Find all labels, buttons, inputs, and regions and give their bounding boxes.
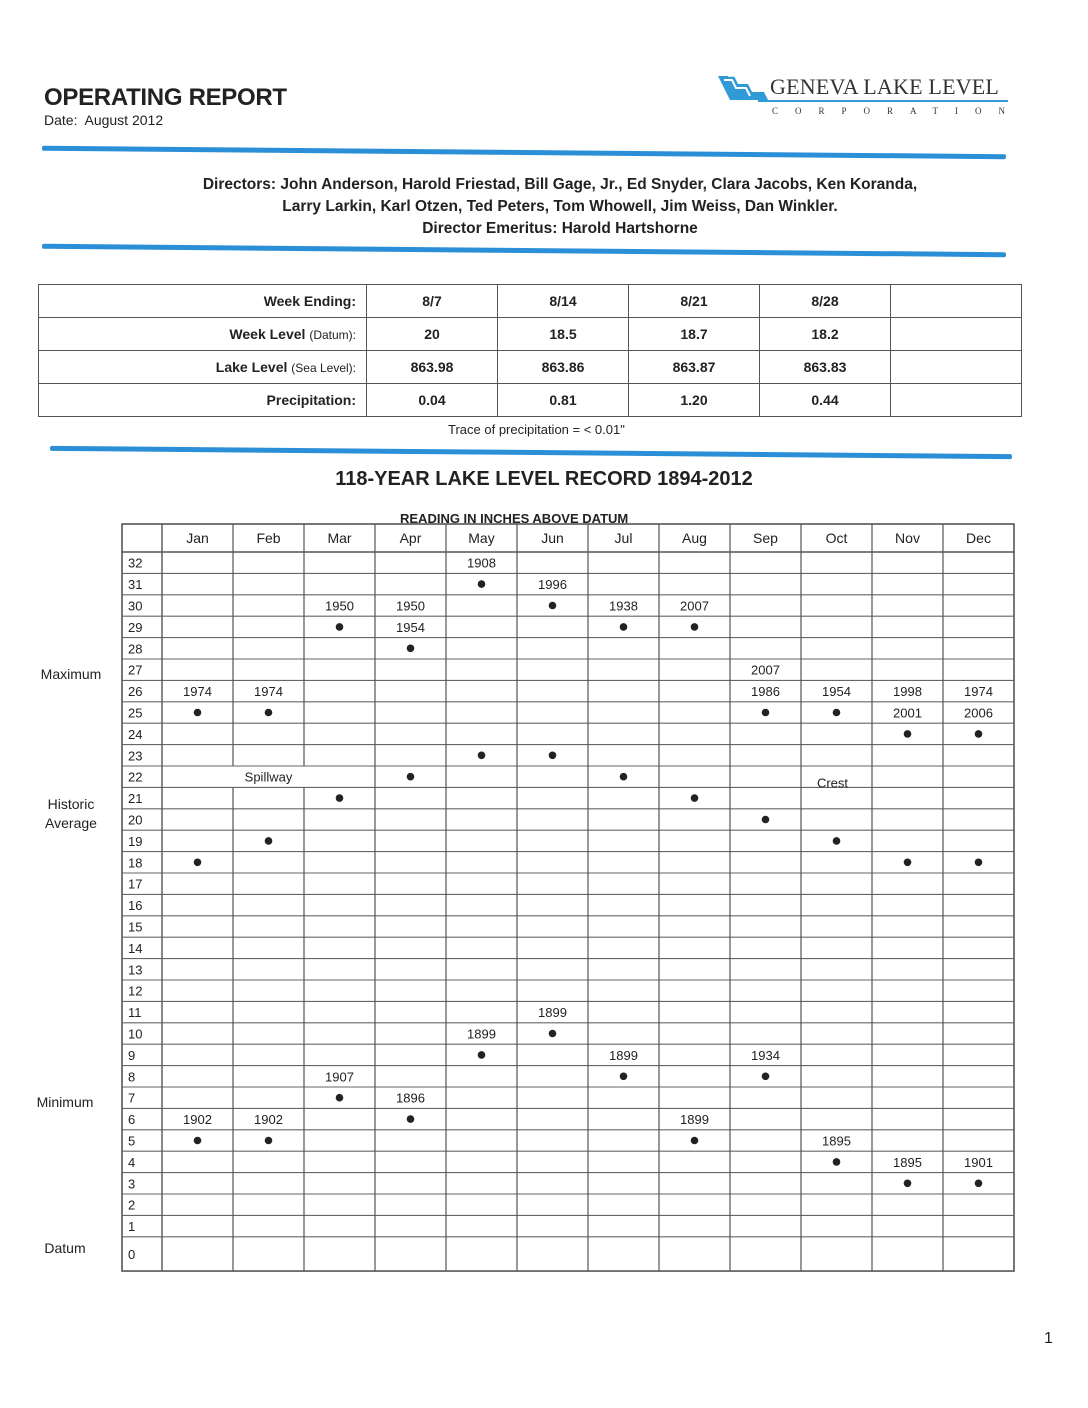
record-year-label: 1896	[396, 1090, 425, 1106]
y-tick-label: 29	[128, 619, 143, 635]
y-tick-label: 11	[128, 1005, 142, 1021]
y-tick-label: 1	[128, 1219, 136, 1235]
record-year-label: 1996	[538, 577, 567, 593]
record-year-label: 1902	[254, 1112, 283, 1128]
weekly-row	[39, 318, 1022, 351]
weekly-cell: 18.5	[498, 318, 629, 351]
record-year-label: 1974	[964, 684, 993, 700]
weekly-row	[39, 384, 1022, 417]
average-point	[833, 837, 841, 845]
weekly-cell	[891, 318, 1022, 351]
record-year-label: 1938	[609, 598, 638, 614]
y-tick-label: 27	[128, 662, 143, 678]
y-tick-label: 6	[128, 1112, 136, 1128]
record-year-label: 1998	[893, 684, 922, 700]
weekly-cell: 863.83	[760, 351, 891, 384]
max-point	[407, 645, 415, 653]
record-year-label: 1974	[183, 684, 212, 700]
row-label-text: Week Ending:	[263, 293, 356, 309]
y-tick-label: 5	[128, 1133, 136, 1149]
y-tick-label: 31	[128, 577, 143, 593]
max-point	[620, 623, 628, 631]
crest-label: Crest	[816, 775, 849, 791]
record-year-label: 1899	[467, 1026, 496, 1042]
weekly-cell: 863.98	[367, 351, 498, 384]
average-point	[478, 752, 486, 760]
grid-border	[122, 524, 1014, 1271]
record-year-label: 1934	[751, 1047, 780, 1063]
record-year-label: 1899	[680, 1112, 709, 1128]
record-year-label: 2007	[751, 662, 780, 678]
record-year-label: 1954	[396, 619, 425, 635]
month-header: May	[468, 530, 495, 546]
month-header: Apr	[399, 530, 422, 546]
y-tick-label: 25	[128, 705, 143, 721]
logo-name: GENEVA LAKE LEVEL	[770, 74, 1000, 99]
max-point	[833, 709, 841, 717]
y-tick-label: 32	[128, 555, 143, 571]
average-point	[549, 752, 557, 760]
logo-underline	[758, 100, 1008, 102]
y-tick-label: 22	[128, 769, 143, 785]
average-point	[265, 837, 273, 845]
average-point	[975, 859, 983, 867]
max-point	[549, 602, 557, 610]
y-tick-label: 12	[128, 983, 143, 999]
y-tick-label: 2	[128, 1197, 136, 1213]
record-year-label: 1907	[325, 1069, 354, 1085]
y-tick-label: 14	[128, 940, 143, 956]
weekly-table	[38, 284, 1022, 417]
min-point	[620, 1073, 628, 1081]
y-tick-label: 15	[128, 919, 143, 935]
min-point	[975, 1180, 983, 1188]
max-point	[904, 730, 912, 738]
directors-line-1: Directors: John Anderson, Harold Friestad, Bill Gage, Jr., Ed Snyder, Clara Jacobs, Ken Koranda,	[202, 176, 918, 193]
y-tick-label: 23	[128, 748, 143, 764]
weekly-cell: 8/14	[498, 285, 629, 318]
label-maximum: Maximum	[40, 666, 102, 682]
max-point	[975, 730, 983, 738]
trace-note: Trace of precipitation = < 0.01"	[448, 422, 625, 437]
label-minimum: Minimum	[36, 1094, 94, 1110]
weekly-cell: 0.44	[760, 384, 891, 417]
record-year-label: 1899	[538, 1005, 567, 1021]
weekly-cell	[891, 384, 1022, 417]
divider	[42, 244, 1006, 257]
min-point	[478, 1051, 486, 1059]
y-tick-label: 8	[128, 1069, 136, 1085]
y-tick-label: 4	[128, 1154, 136, 1170]
divider	[50, 446, 1012, 459]
min-point	[833, 1158, 841, 1166]
label-datum: Datum	[44, 1240, 86, 1256]
record-year-label: 1902	[183, 1112, 212, 1128]
max-point	[691, 623, 699, 631]
min-point	[691, 1137, 699, 1145]
record-year-label: 2006	[964, 705, 993, 721]
company-logo	[718, 72, 1023, 122]
y-tick-label: 24	[128, 726, 143, 742]
wave-logo-icon	[718, 72, 774, 102]
record-year-label: 2001	[893, 705, 922, 721]
y-tick-label: 13	[128, 962, 143, 978]
average-point	[691, 794, 699, 802]
record-year-label: 1908	[467, 555, 496, 571]
weekly-cell: 0.04	[367, 384, 498, 417]
record-year-label: 1986	[751, 684, 780, 700]
month-header: Oct	[825, 530, 848, 546]
min-point	[407, 1115, 415, 1123]
average-point	[194, 859, 202, 867]
weekly-cell: 18.7	[629, 318, 760, 351]
y-tick-label: 28	[128, 641, 143, 657]
logo-sub: CORPORATION	[772, 106, 1023, 116]
average-point	[407, 773, 415, 781]
month-header: Dec	[966, 530, 991, 546]
director-emeritus: Director Emeritus: Harold Hartshorne	[422, 220, 698, 237]
weekly-cell: 18.2	[760, 318, 891, 351]
record-year-label: 2007	[680, 598, 709, 614]
average-point	[336, 794, 344, 802]
record-year-label: 1899	[609, 1047, 638, 1063]
average-point	[620, 773, 628, 781]
weekly-cell: 863.87	[629, 351, 760, 384]
date-label: Date:	[44, 112, 78, 128]
record-year-label: 1901	[964, 1154, 993, 1170]
y-tick-label: 21	[128, 791, 143, 807]
weekly-cell	[891, 285, 1022, 318]
y-tick-label: 19	[128, 833, 143, 849]
y-tick-label: 17	[128, 876, 143, 892]
weekly-cell: 20	[367, 318, 498, 351]
record-year-label: 1950	[396, 598, 425, 614]
directors-line-2: Larry Larkin, Karl Otzen, Ted Peters, Tom Whowell, Jim Weiss, Dan Winkler.	[282, 198, 838, 215]
weekly-cell	[891, 351, 1022, 384]
min-point	[762, 1073, 770, 1081]
record-year-label: 1974	[254, 684, 283, 700]
max-point	[194, 709, 202, 717]
month-header: Sep	[753, 530, 778, 546]
average-point	[904, 859, 912, 867]
weekly-row	[39, 285, 1022, 318]
min-point	[194, 1137, 202, 1145]
row-label-text: Week Level	[229, 326, 310, 342]
page-number: 1	[1044, 1330, 1053, 1347]
date-value: August 2012	[84, 112, 164, 128]
weekly-cell: 8/28	[760, 285, 891, 318]
month-header: Jul	[614, 530, 633, 546]
average-point	[762, 816, 770, 824]
max-point	[336, 623, 344, 631]
y-tick-label: 30	[128, 598, 143, 614]
y-tick-label: 3	[128, 1176, 136, 1192]
row-label-qualifier: (Sea Level):	[291, 361, 356, 375]
weekly-cell: 0.81	[498, 384, 629, 417]
row-label	[39, 318, 367, 351]
weekly-cell: 8/21	[629, 285, 760, 318]
row-label-qualifier: (Datum):	[309, 328, 356, 342]
y-tick-label: 26	[128, 684, 143, 700]
row-label	[39, 285, 367, 318]
min-point	[265, 1137, 273, 1145]
label-historic: Historic	[47, 796, 95, 812]
weekly-cell: 8/7	[367, 285, 498, 318]
report-title: OPERATING REPORT	[44, 84, 287, 111]
max-point	[265, 709, 273, 717]
month-header: Mar	[327, 530, 352, 546]
month-header: Jun	[541, 530, 564, 546]
y-tick-label: 20	[128, 812, 143, 828]
row-label	[39, 351, 367, 384]
min-point	[336, 1094, 344, 1102]
min-point	[904, 1180, 912, 1188]
y-tick-label: 7	[128, 1090, 136, 1106]
divider	[42, 146, 1006, 159]
month-header: Nov	[895, 530, 920, 546]
y-tick-label: 18	[128, 855, 143, 871]
record-year-label: 1954	[822, 684, 851, 700]
y-tick-label: 10	[128, 1026, 143, 1042]
directors-list	[100, 174, 1020, 240]
max-point	[478, 580, 486, 588]
month-header: Feb	[256, 530, 281, 546]
weekly-cell: 1.20	[629, 384, 760, 417]
row-label-text: Precipitation:	[266, 392, 356, 408]
y-tick-label: 16	[128, 898, 143, 914]
record-subtitle: READING IN INCHES ABOVE DATUM	[400, 511, 629, 526]
month-header: Aug	[682, 530, 707, 546]
record-year-label: 1895	[893, 1154, 922, 1170]
record-year-label: 1895	[822, 1133, 851, 1149]
row-label	[39, 384, 367, 417]
month-header: Jan	[186, 530, 209, 546]
report-date	[44, 112, 163, 128]
y-tick-label: 9	[128, 1047, 136, 1063]
record-title: 118-YEAR LAKE LEVEL RECORD 1894-2012	[335, 468, 753, 490]
weekly-row	[39, 351, 1022, 384]
row-label-text: Lake Level	[215, 359, 292, 375]
max-point	[762, 709, 770, 717]
record-year-label: 1950	[325, 598, 354, 614]
weekly-cell: 863.86	[498, 351, 629, 384]
spillway-label: Spillway	[244, 769, 293, 785]
label-average: Average	[45, 815, 97, 831]
y-tick-label: 0	[128, 1246, 136, 1262]
min-point	[549, 1030, 557, 1038]
